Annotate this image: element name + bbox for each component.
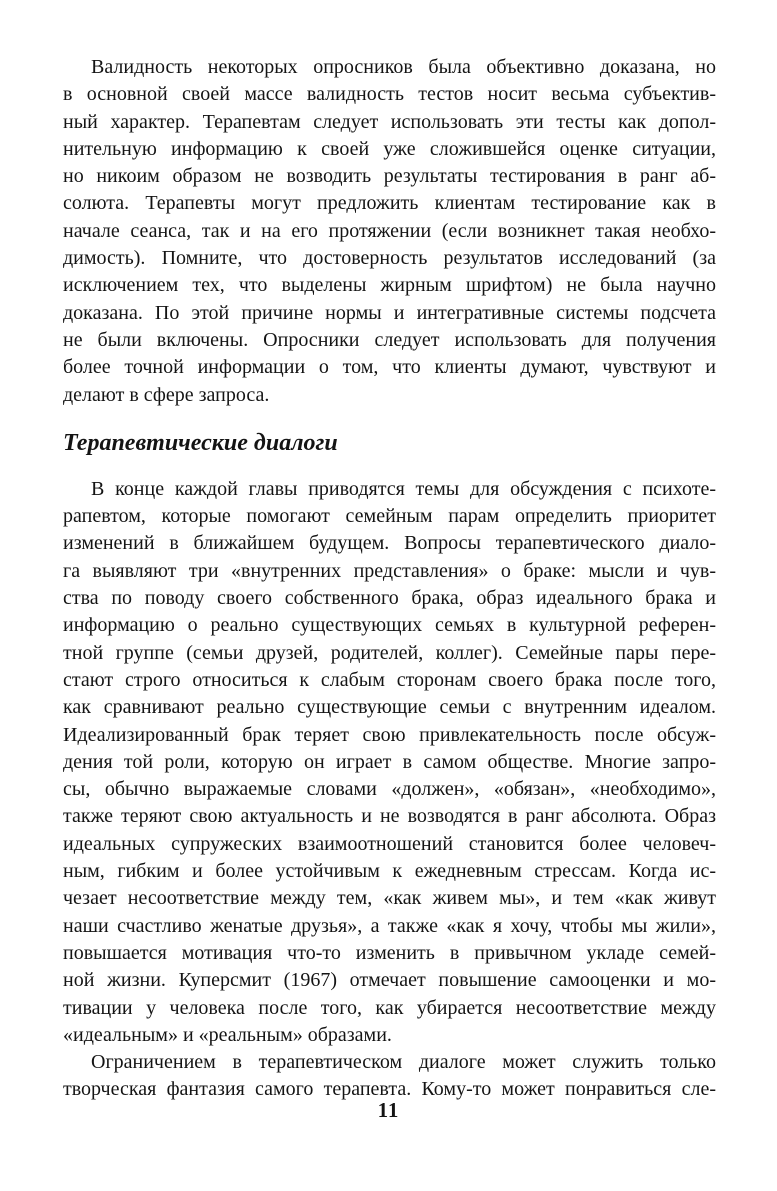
text-line: ным, гибким и более устойчивым к ежедневным стрессам. Когда ис- (63, 860, 716, 883)
text-line: «идеальным» и «реальным» образами. (63, 1023, 392, 1046)
text-line: Валидность некоторых опросников была объективно доказана, но (91, 56, 716, 78)
text-line: более точной информации о том, что клиенты думают, чувствуют и (63, 356, 716, 379)
text-line: ный характер. Терапевтам следует использовать эти тесты как допол- (63, 110, 716, 133)
text-line: также теряют свою актуальность и не возводятся в ранг абсолюта. Образ (63, 805, 716, 828)
text-line: не были включены. Опросники следует использовать для получения (63, 328, 716, 351)
text-line: Идеализированный брак теряет свою привлекательность после обсуж- (63, 723, 716, 746)
text-line: солюта. Терапевты могут предложить клиентам тестирование как в (63, 192, 716, 215)
text-line: доказана. По этой причине нормы и интегративные системы подсчета (63, 301, 716, 324)
text-line: сы, обычно выражаемые словами «должен», «обязан», «необходимо», (63, 778, 716, 801)
text-line: га выявляют три «внутренних представления» о браке: мысли и чув- (63, 559, 716, 582)
text-line: информацию о реально существующих семьях в культурной референ- (63, 614, 716, 637)
text-line: наши счастливо женатые друзья», а также «как я хочу, чтобы мы жили», (63, 914, 716, 937)
text-line: повышается мотивация что-то изменить в привычном укладе семей- (63, 941, 716, 964)
text-line: в основной своей массе валидность тестов носит весьма субъектив- (63, 83, 716, 106)
text-line: тивации у человека после того, как убирается несоответствие между (63, 996, 716, 1019)
paragraph (63, 476, 716, 1049)
page-number: 11 (377, 1098, 400, 1122)
text-line: как сравнивают реально существующие семьи с внутренним идеалом. (63, 696, 716, 719)
text-line: дения той роли, которую он играет в самом обществе. Многие запро- (63, 750, 716, 773)
paragraph (63, 54, 716, 409)
text-content (63, 54, 716, 1104)
text-line: димость). Помните, что достоверность результатов исследований (за (63, 247, 716, 270)
text-line: Ограничением в терапевтическом диалоге может служить только (91, 1051, 716, 1074)
text-line: чезает несоответствие между тем, «как живем мы», и тем «как живут (63, 887, 716, 910)
text-line: ной жизни. Куперсмит (1967) отмечает повышение самооценки и мо- (63, 969, 716, 992)
text-line: творческая фантазия самого терапевта. Кому-то может понравиться сле- (63, 1078, 716, 1101)
text-line: исключением тех, что выделены жирным шрифтом) не была научно (63, 274, 716, 297)
text-line: стают строго относиться к слабым сторонам своего брака после того, (63, 668, 716, 691)
text-line: но никоим образом не возводить результаты тестирования в ранг аб- (63, 165, 716, 188)
text-line: изменений в ближайшем будущем. Вопросы терапевтического диало- (63, 532, 716, 555)
text-line: делают в сфере запроса. (63, 383, 270, 406)
text-line: идеальных супружеских взаимоотношений становится более человеч- (63, 832, 716, 855)
paragraph (63, 1049, 716, 1104)
text-line: нительную информацию к своей уже сложившейся оценке ситуации, (63, 137, 716, 160)
text-line: начале сеанса, так и на его протяжении (если возникнет такая необхо- (63, 219, 716, 242)
text-line: ства по поводу своего собственного брака, образ идеального брака и (63, 587, 716, 610)
text-line: рапевтом, которые помогают семейным парам определить приоритет (63, 505, 716, 528)
text-line: тной группе (семьи друзей, родителей, коллег). Семейные пары пере- (63, 641, 716, 664)
text-line: В конце каждой главы приводятся темы для обсуждения с психоте- (91, 477, 716, 500)
section-heading: Терапевтические диалоги (63, 429, 338, 456)
